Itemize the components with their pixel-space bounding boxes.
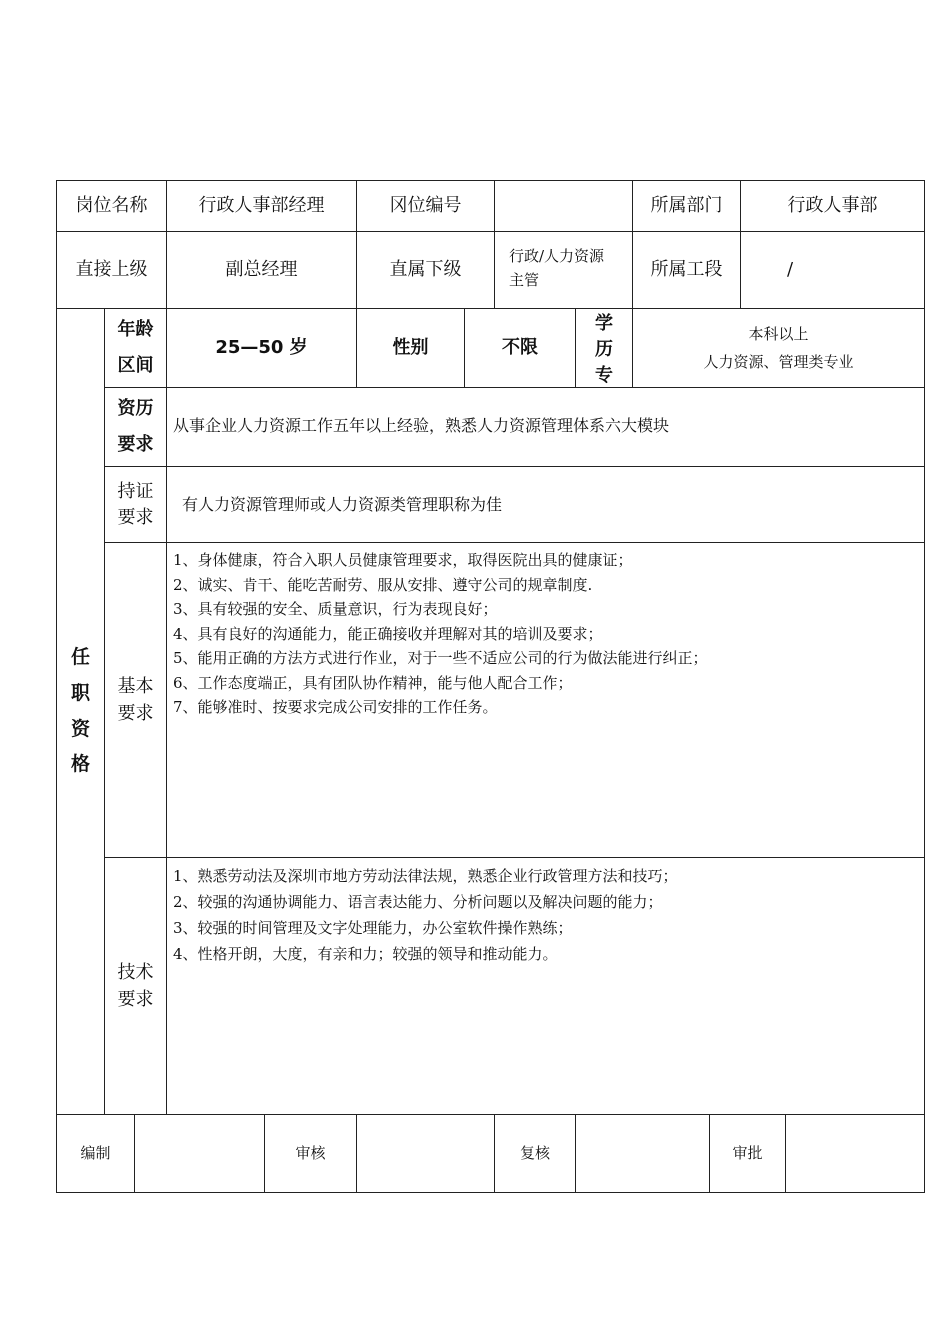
position-code-label: 冈位编号 [356,180,495,232]
qualification-section-label [56,308,105,1115]
direct-subordinate-value-line1: 行政/人力资源 [509,247,605,265]
education-value-line1: 本科以上 [748,325,809,343]
basic-requirements-label-line1: 基本 [117,676,154,697]
education-label-char-2: 历 [595,339,613,360]
work-section-value: / [740,231,925,309]
education-label-char-1: 学 [595,313,613,334]
basic-requirements-list [166,542,925,858]
experience-label-line2: 要求 [117,434,154,455]
basic-requirements-items [173,548,708,720]
qualification-char-2: 职 [70,681,90,704]
gender-value: 不限 [464,308,576,388]
basic-requirement-item-7: 7、能够准时、按要求完成公司安排的工作任务。 [173,698,498,716]
experience-label [104,387,167,467]
basic-requirement-item-2: 2、诚实、肯干、能吃苦耐劳、服从安排、遵守公司的规章制度. [173,575,593,594]
education-label-char-3: 专 [595,365,613,386]
education-label [575,308,633,388]
direct-subordinate-label: 直属下级 [356,231,495,309]
basic-requirement-item-4: 4、具有良好的沟通能力，能正确接收并理解对其的培训及要求； [173,624,603,643]
rechecked-by-label: 复核 [494,1114,576,1193]
basic-requirement-item-3: 3、具有较强的安全、质量意识，行为表现良好； [173,600,498,618]
education-value-line2: 人力资源、管理类专业 [703,353,854,371]
experience-label-line1: 资历 [117,398,154,419]
experience-value: 从事企业人力资源工作五年以上经验，熟悉人力资源管理体系六大模块 [166,387,925,467]
direct-superior-value: 副总经理 [166,231,357,309]
technical-requirements-label [104,857,167,1115]
direct-subordinate-value-line2: 主管 [509,271,540,289]
position-code-value [494,180,633,232]
age-range-label-line2: 区间 [117,355,154,376]
education-value [632,308,925,388]
basic-requirements-label [104,542,167,858]
basic-requirement-item-6: 6、工作态度端正，具有团队协作精神，能与他人配合工作； [173,673,573,692]
age-range-label-line1: 年龄 [117,319,154,340]
technical-requirements-list [166,857,925,1115]
reviewed-by-label: 审核 [264,1114,357,1193]
department-value: 行政人事部 [740,180,925,232]
technical-requirements-label-line2: 要求 [117,989,154,1010]
certificate-label-line1: 持证 [117,480,154,502]
direct-subordinate-value [494,231,633,309]
technical-requirement-item-2: 2、较强的沟通协调能力、语言表达能力、分析问题以及解决问题的能力； [173,893,663,911]
technical-requirement-item-3: 3、较强的时间管理及文字处理能力，办公室软件操作熟练； [173,919,573,937]
basic-requirement-item-1: 1、身体健康，符合入职人员健康管理要求，取得医院出具的健康证； [173,551,633,569]
approved-by-value [785,1114,925,1193]
basic-requirements-label-line2: 要求 [117,703,154,724]
technical-requirement-item-4: 4、性格开朗，大度，有亲和力；较强的领导和推动能力。 [173,945,558,963]
qualification-char-1: 任 [70,646,90,669]
certificate-value: 有人力资源管理师或人力资源类管理职称为佳 [166,466,925,543]
age-range-label [104,308,167,388]
direct-superior-label: 直接上级 [56,231,167,309]
prepared-by-value [134,1114,265,1193]
qualification-char-3: 资 [70,717,90,740]
position-name-label: 岗位名称 [56,180,167,232]
certificate-label [104,466,167,543]
basic-requirement-item-5: 5、能用正确的方法方式进行作业，对于一些不适应公司的行为做法能进行纠正； [173,649,708,667]
technical-requirements-items [173,863,678,967]
technical-requirement-item-1: 1、熟悉劳动法及深圳市地方劳动法律法规，熟悉企业行政管理方法和技巧； [173,867,678,885]
rechecked-by-value [575,1114,710,1193]
qualification-char-4: 格 [70,753,90,776]
department-label: 所属部门 [632,180,741,232]
position-name-value: 行政人事部经理 [166,180,357,232]
work-section-label: 所属工段 [632,231,741,309]
gender-label: 性别 [356,308,465,388]
technical-requirements-label-line1: 技术 [117,962,154,983]
certificate-label-line2: 要求 [117,506,154,528]
approved-by-label: 审批 [709,1114,786,1193]
age-range-value: 25—50 岁 [166,308,357,388]
reviewed-by-value [356,1114,495,1193]
prepared-by-label: 编制 [56,1114,135,1193]
